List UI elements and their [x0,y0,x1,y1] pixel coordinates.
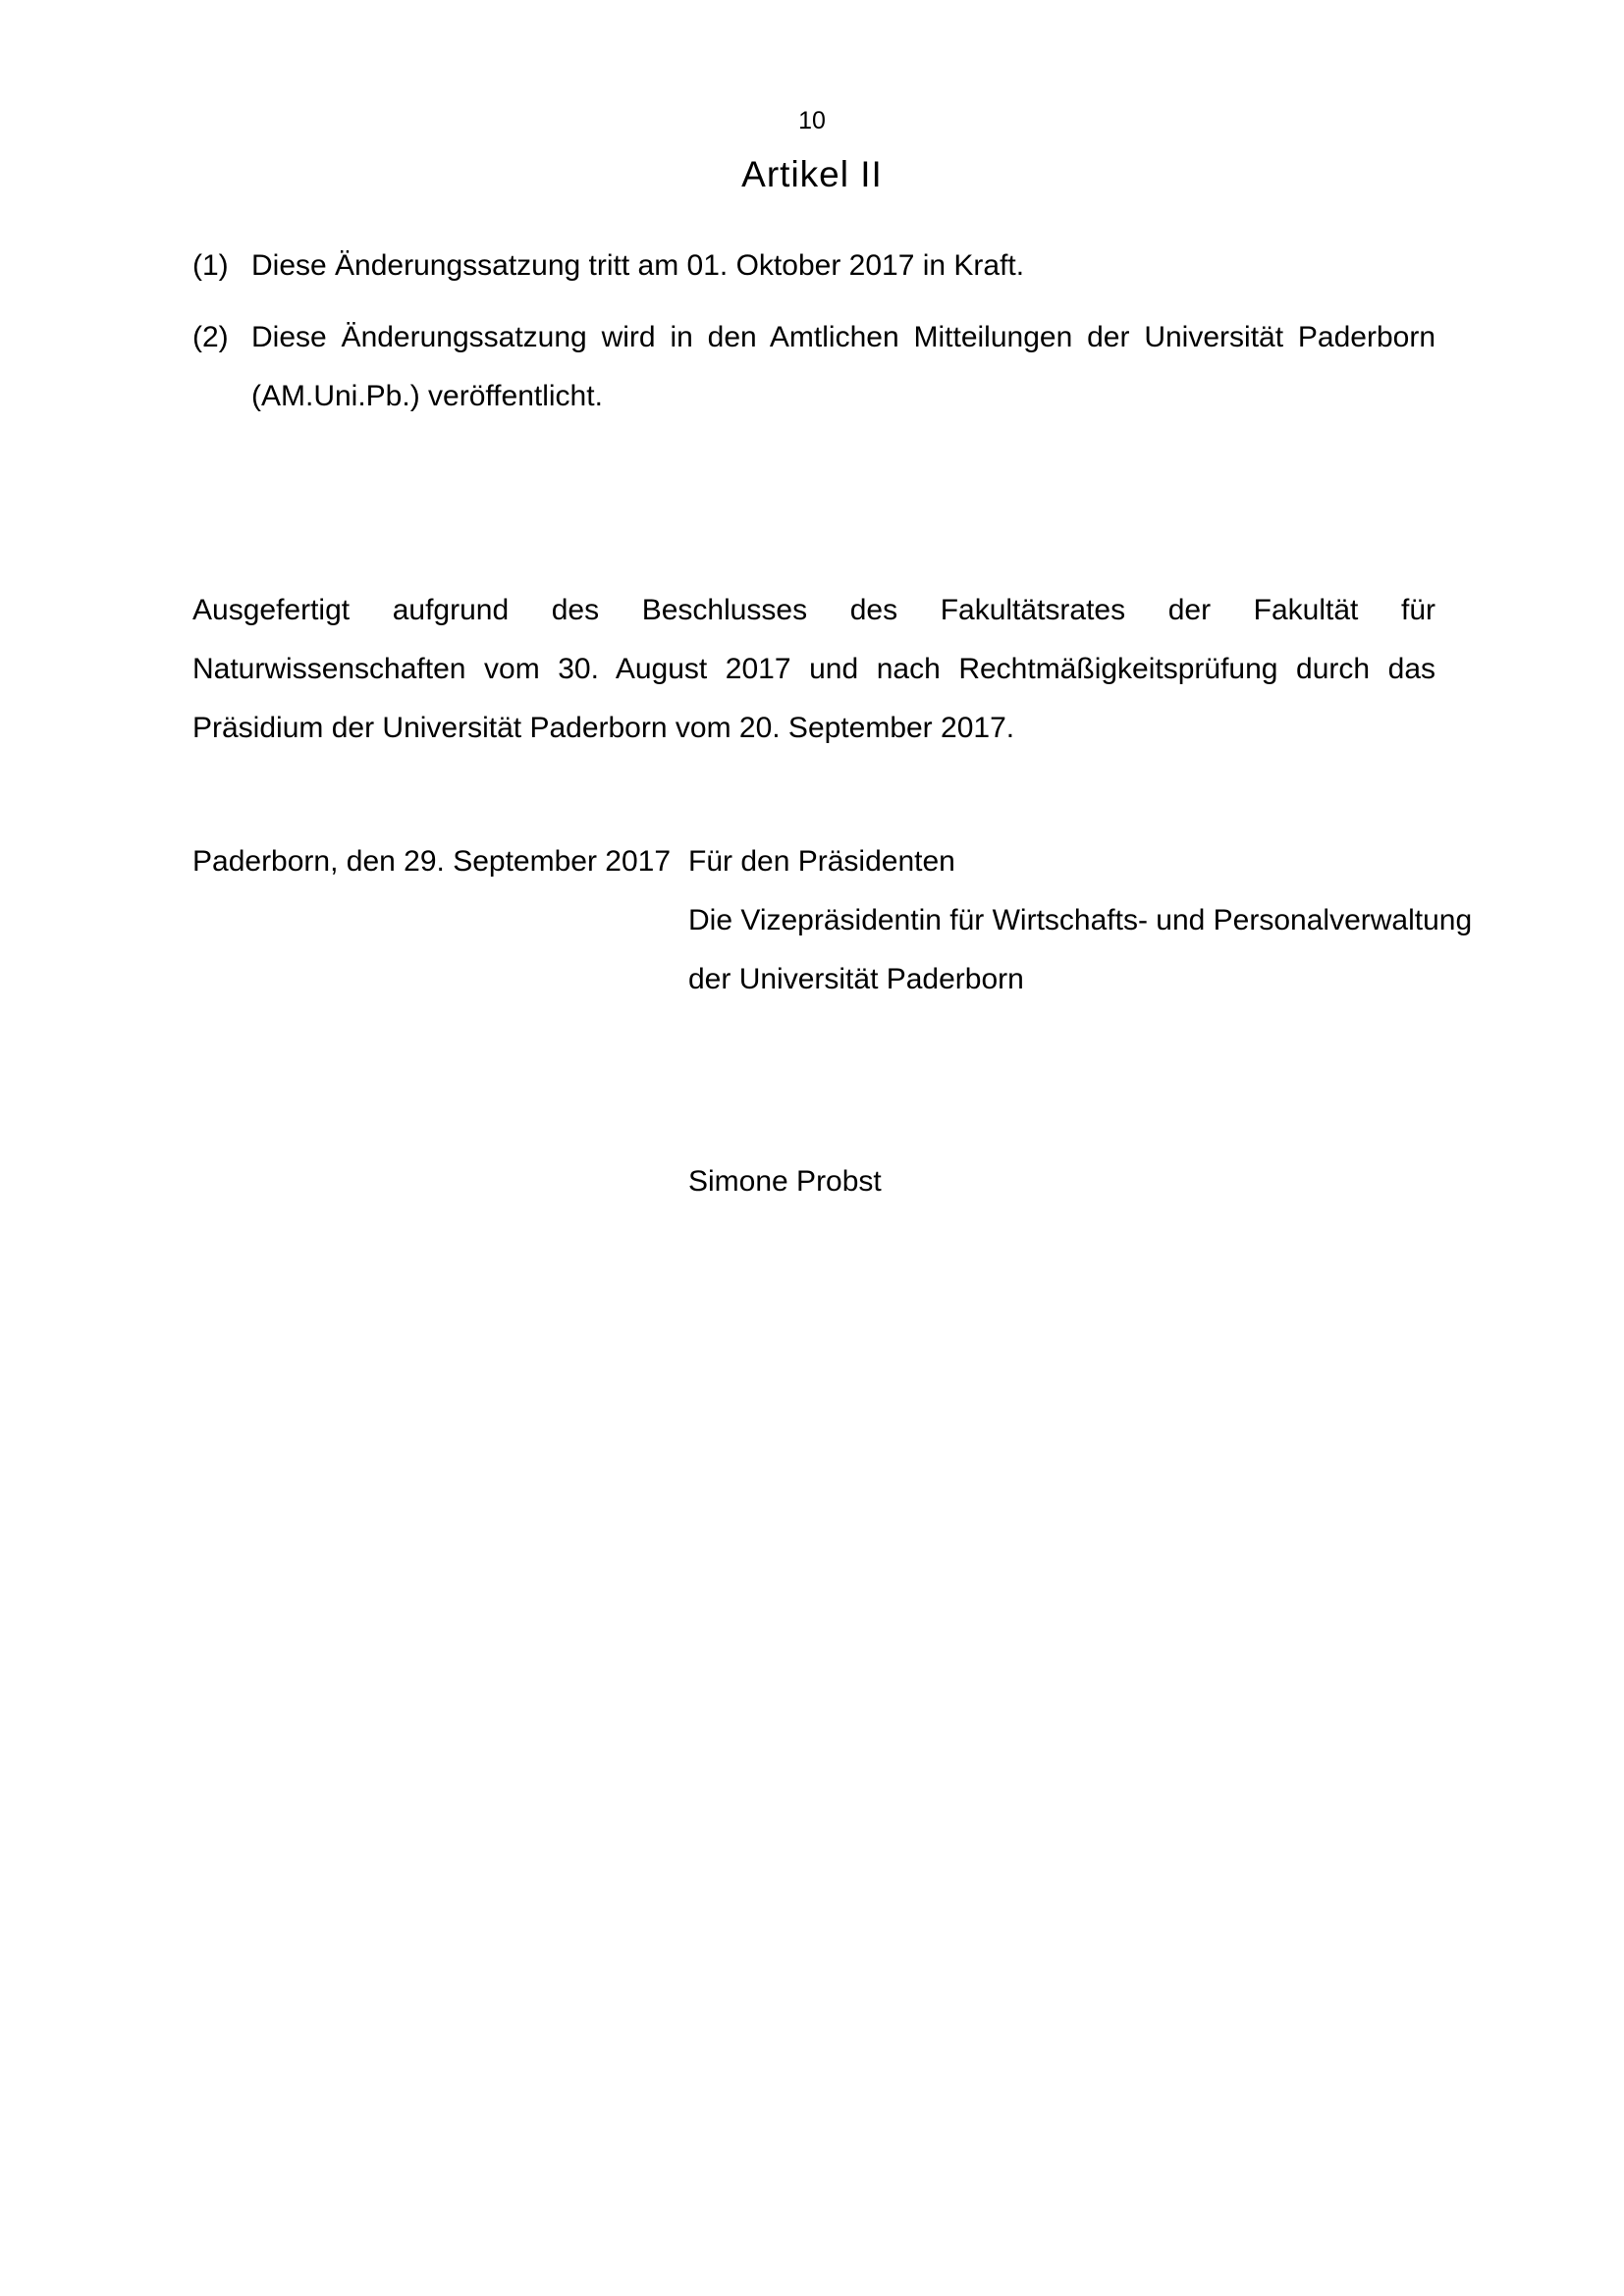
paragraph-number: (1) [192,249,229,282]
paragraph-text: Diese Änderungssatzung tritt am 01. Oktober 2017 in Kraft. [251,249,1025,282]
paragraph-text: Diese Änderungssatzung wird in den Amtlichen Mitteilungen der Universität Paderborn (AM.Uni.Pb.) veröffentlicht. [251,321,1435,412]
page-number: 10 [798,107,826,134]
signatory-role: Die Vizepräsidentin für Wirtschafts- und Personalverwaltung [688,904,1473,936]
on-behalf-line: Für den Präsidenten [688,845,955,878]
place-and-date: Paderborn, den 29. September 2017 [192,845,672,878]
signatory-block [688,832,1472,1009]
signatory-name: Simone Probst [688,1165,882,1198]
paragraph-1 [192,237,1435,295]
signatory-institution: der Universität Paderborn [688,963,1024,995]
article-heading: Artikel II [741,154,883,194]
execution-statement: Ausgefertigt aufgrund des Beschlusses des Fakultätsrates der Fakultät für Naturwissenschaften vom 30. August 2017 und nach Rechtmäßigkeitsprüfung durch das Präsidium der Universität Paderborn vom 20. September 2017. [192,594,1435,744]
paragraph-number: (2) [192,321,229,353]
paragraph-2 [192,308,1435,426]
